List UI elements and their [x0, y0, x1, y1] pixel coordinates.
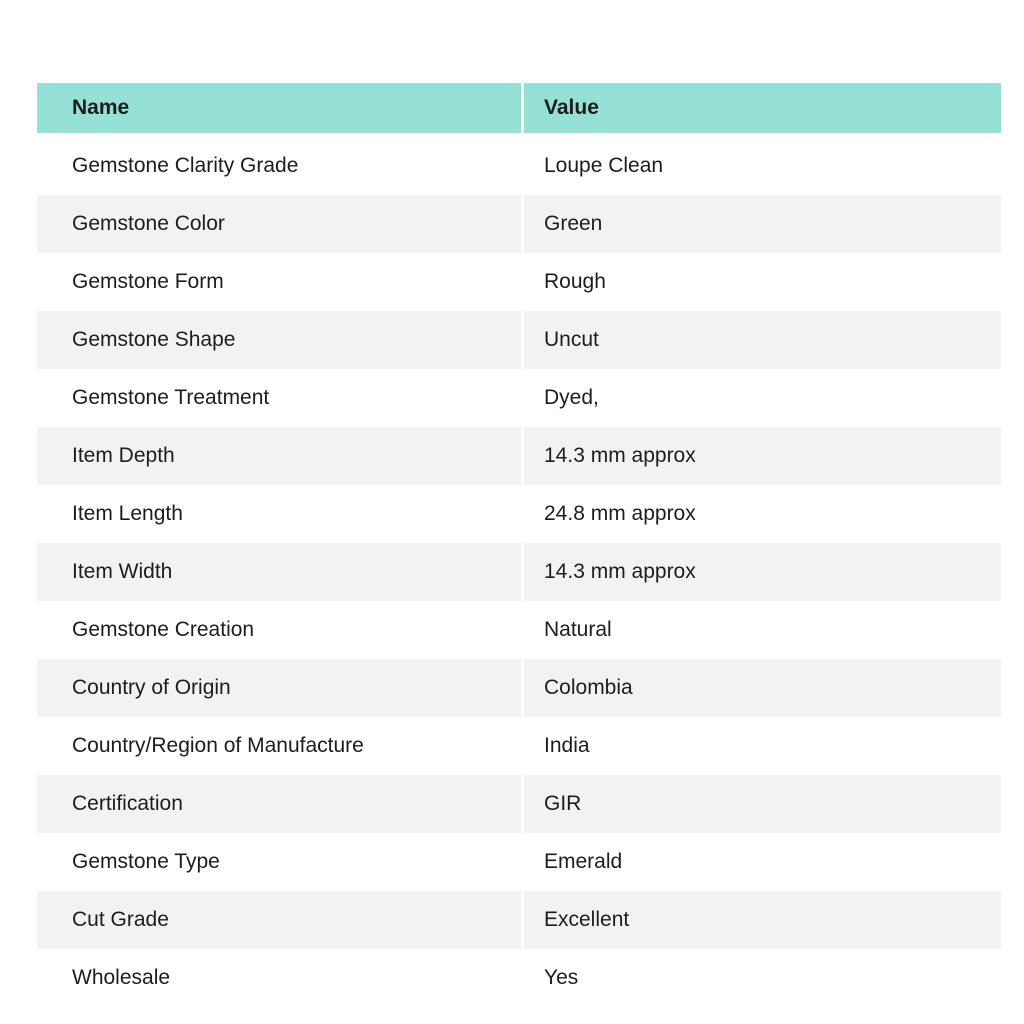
table-header-row	[37, 83, 1001, 133]
spec-name: Gemstone Creation	[72, 618, 255, 642]
spec-name: Gemstone Treatment	[72, 386, 270, 410]
table-row	[37, 253, 1001, 311]
table-row	[37, 833, 1001, 891]
table-row	[37, 485, 1001, 543]
spec-name: Cut Grade	[72, 908, 169, 932]
spec-name: Certification	[72, 792, 183, 816]
spec-value: Green	[521, 195, 1001, 253]
spec-value: Emerald	[521, 833, 1001, 891]
spec-value: Loupe Clean	[521, 137, 1001, 195]
spec-name: Gemstone Form	[72, 270, 224, 294]
table-row	[37, 775, 1001, 833]
spec-value: Colombia	[521, 659, 1001, 717]
spec-value: Uncut	[521, 311, 1001, 369]
spec-value: 14.3 mm approx	[521, 427, 1001, 485]
table-row	[37, 717, 1001, 775]
table-row	[37, 949, 1001, 1007]
spec-value: Excellent	[521, 891, 1001, 949]
spec-name: Gemstone Type	[72, 850, 220, 874]
item-specifics-table	[37, 83, 1001, 1007]
spec-value: India	[521, 717, 1001, 775]
table-row	[37, 601, 1001, 659]
spec-value: Natural	[521, 601, 1001, 659]
spec-name: Country/Region of Manufacture	[72, 734, 364, 758]
spec-value: GIR	[521, 775, 1001, 833]
spec-name: Item Depth	[72, 444, 175, 468]
table-row	[37, 195, 1001, 253]
header-value-cell: Value	[521, 83, 1001, 133]
table-body	[37, 137, 1001, 1007]
table-row	[37, 137, 1001, 195]
table-row	[37, 311, 1001, 369]
table-row	[37, 427, 1001, 485]
spec-value: Dyed,	[521, 369, 1001, 427]
spec-value: Rough	[521, 253, 1001, 311]
header-name-cell: Name	[72, 96, 130, 120]
spec-name: Gemstone Clarity Grade	[72, 154, 299, 178]
table-row	[37, 543, 1001, 601]
spec-name: Country of Origin	[72, 676, 231, 700]
spec-value: 14.3 mm approx	[521, 543, 1001, 601]
table-row	[37, 659, 1001, 717]
table-row	[37, 891, 1001, 949]
spec-name: Gemstone Color	[72, 212, 225, 236]
spec-name: Item Length	[72, 502, 183, 526]
spec-value: Yes	[521, 949, 1001, 1007]
spec-value: 24.8 mm approx	[521, 485, 1001, 543]
spec-name: Gemstone Shape	[72, 328, 236, 352]
spec-name: Item Width	[72, 560, 173, 584]
spec-name: Wholesale	[72, 966, 171, 990]
table-row	[37, 369, 1001, 427]
